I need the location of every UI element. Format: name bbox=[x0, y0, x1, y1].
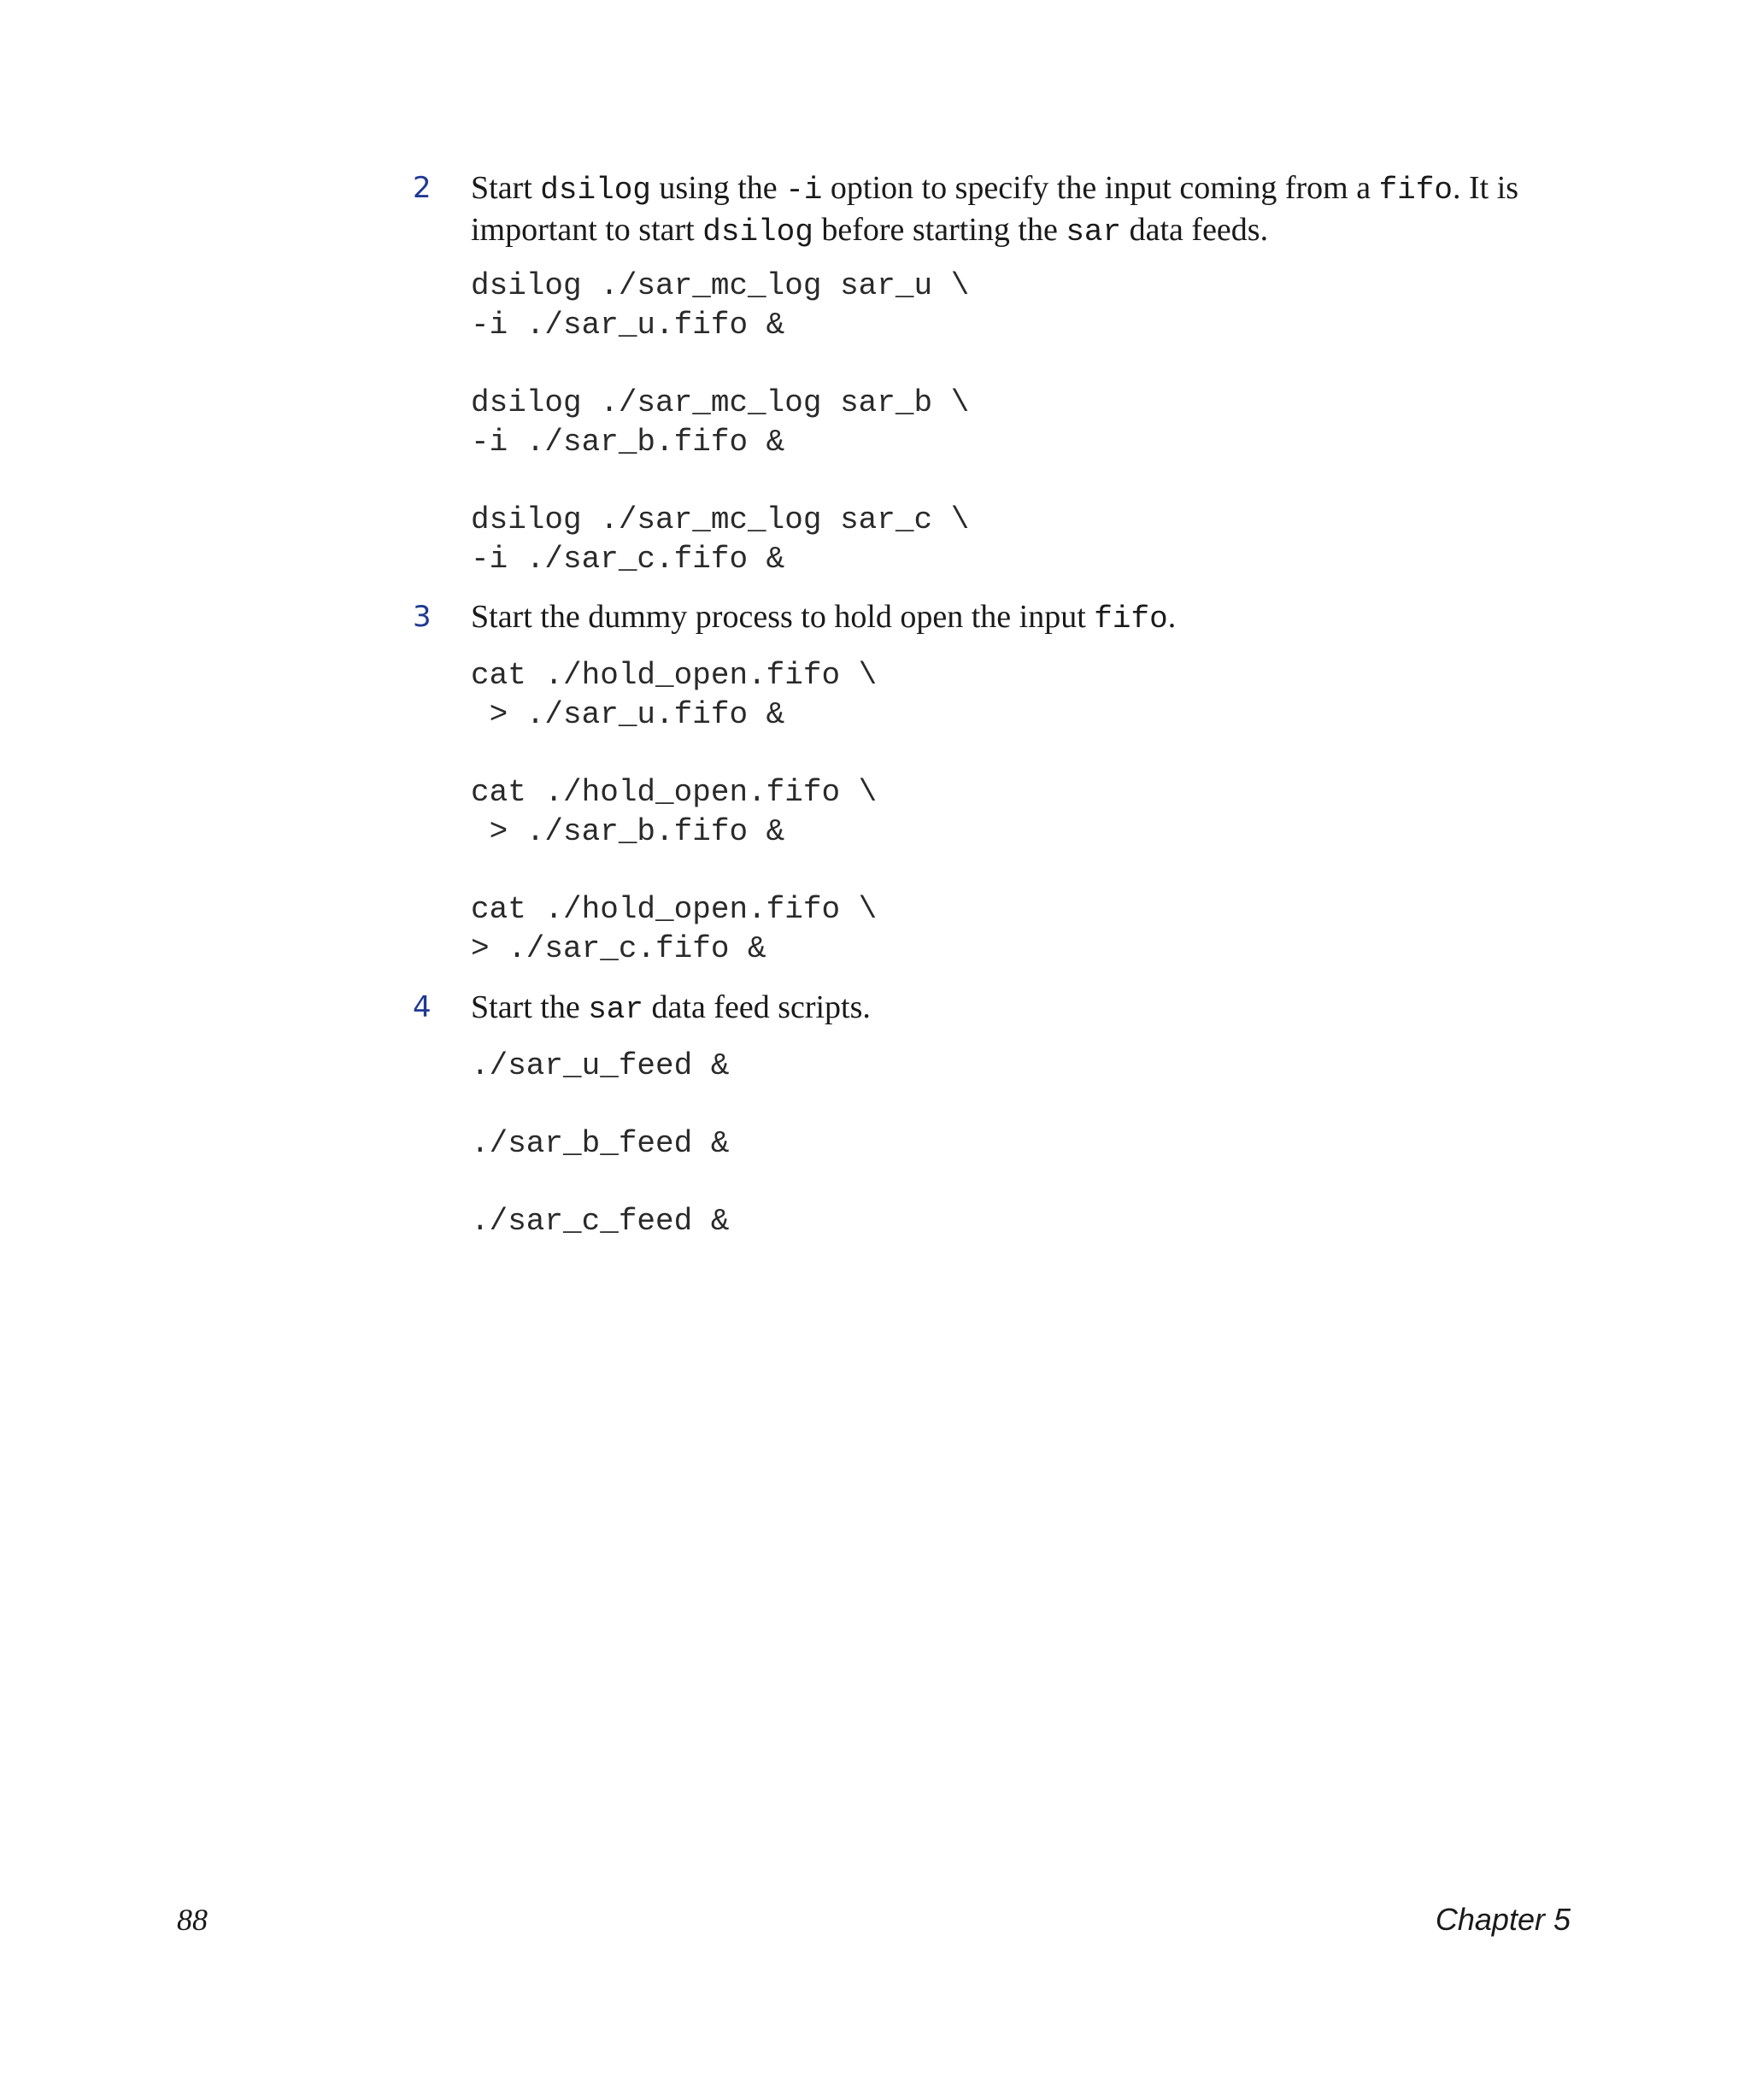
inline-code: -i bbox=[785, 173, 823, 208]
code-block: dsilog ./sar_mc_log sar_u \ -i ./sar_u.fifo & bbox=[471, 268, 970, 343]
chapter-label: Chapter 5 bbox=[1435, 1902, 1571, 1937]
code-block: dsilog ./sar_mc_log sar_b \ -i ./sar_b.fifo & bbox=[471, 385, 970, 460]
inline-code: sar bbox=[588, 992, 644, 1027]
step-text: Start the sar data feed scripts. bbox=[471, 989, 871, 1027]
inline-code: sar bbox=[1066, 214, 1122, 249]
code-block: ./sar_c_feed & bbox=[471, 1204, 730, 1239]
inline-code: fifo bbox=[1094, 601, 1168, 636]
code-block: cat ./hold_open.fifo \ > ./sar_b.fifo & bbox=[471, 775, 878, 849]
page-number: 88 bbox=[177, 1903, 208, 1937]
step-number: 2 bbox=[413, 171, 432, 205]
inline-code: dsilog bbox=[540, 173, 651, 208]
step-number: 3 bbox=[413, 600, 432, 634]
code-block: ./sar_u_feed & bbox=[471, 1048, 730, 1083]
code-block: ./sar_b_feed & bbox=[471, 1126, 730, 1161]
step-number: 4 bbox=[413, 990, 432, 1024]
inline-code: dsilog bbox=[702, 214, 813, 249]
inline-code: fifo bbox=[1378, 173, 1453, 208]
code-block: cat ./hold_open.fifo \ > ./sar_c.fifo & bbox=[471, 892, 878, 966]
step-text: Start the dummy process to hold open the input fifo. bbox=[471, 599, 1177, 636]
step-text: Start dsilog using the -i option to specify the input coming from a fifo. It is important to start dsilog before starting the sar data feeds. bbox=[471, 170, 1519, 249]
code-block: cat ./hold_open.fifo \ > ./sar_u.fifo & bbox=[471, 658, 878, 732]
code-block: dsilog ./sar_mc_log sar_c \ -i ./sar_c.fifo & bbox=[471, 502, 970, 577]
